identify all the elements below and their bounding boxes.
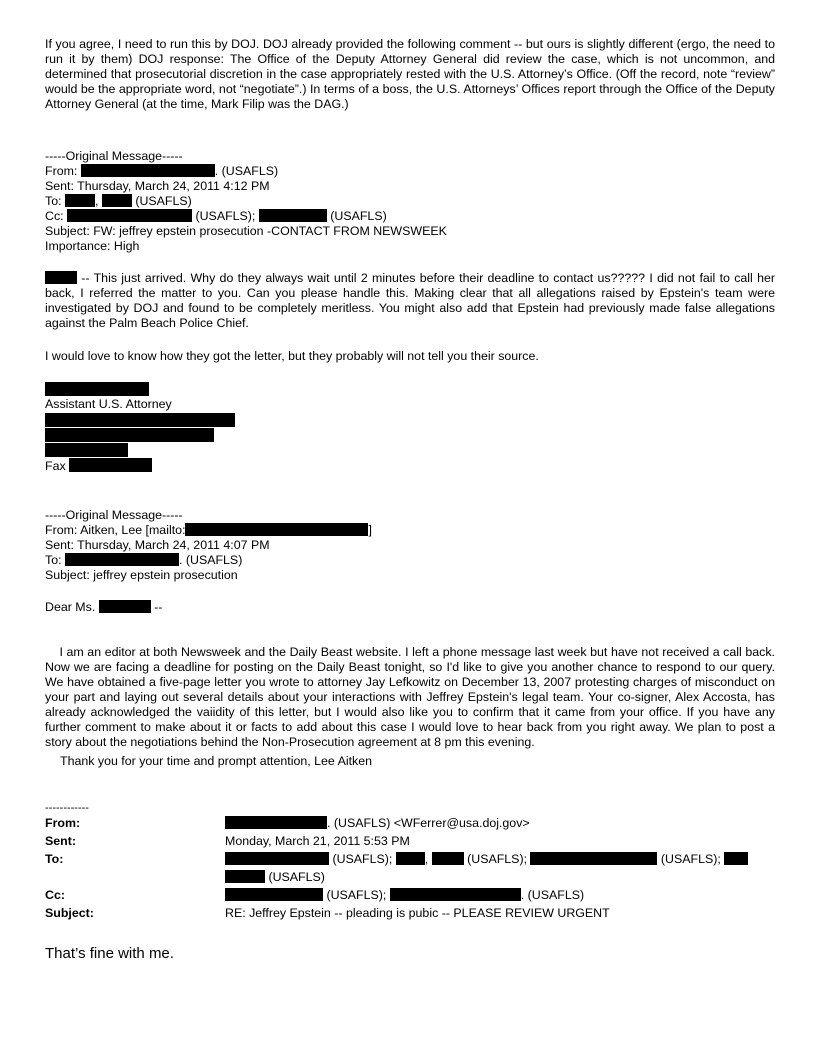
redaction — [225, 870, 265, 883]
sent-line: Sent: Thursday, March 24, 2011 4:07 PM — [45, 538, 270, 552]
redaction — [259, 209, 327, 222]
message-1-body-2: I would love to know how they got the letter, but they probably will not tell you their source. — [45, 349, 539, 363]
importance-line: Importance: High — [45, 239, 140, 253]
separator: -----Original Message----- — [45, 149, 183, 163]
sent-row: Sent: Monday, March 21, 2011 5:53 PM — [45, 834, 410, 848]
separator: ------------ — [45, 802, 89, 814]
redaction — [65, 553, 179, 566]
signature-fax: Fax — [45, 458, 775, 474]
to-line: To: , (USAFLS) — [45, 194, 192, 208]
from-line: From: Aitken, Lee [mailto: ] — [45, 523, 372, 537]
message-3-header — [45, 802, 785, 922]
cc-line: Cc: (USAFLS); (USAFLS) — [45, 209, 387, 223]
redaction — [530, 852, 657, 865]
from-row: From: . (USAFLS) <WFerrer@usa.doj.gov> — [45, 816, 530, 830]
redaction — [45, 271, 77, 284]
redaction — [724, 852, 748, 865]
redaction — [65, 194, 95, 207]
signature-title: Assistant U.S. Attorney — [45, 397, 172, 411]
redaction — [396, 852, 425, 865]
message-2-header — [45, 508, 775, 583]
message-2-body: I am an editor at both Newsweek and the Daily Beast website. I left a phone message last week but have not received a call back. Now we are facing a deadline for posting on the Daily Beast tonight, so I'd like to give you another chance to respond to our query. We have obtained a five-page letter you wrote to attorney Jay Lefkowitz on December 13, 2007 protesting charges of misconduct on your part and laying out several details about your interactions with Jeffrey Epstein's legal team. Your co-signer, Alex Accosta, has already acknowledged the vaiidity of this letter, but I would also like you to confirm that it came from your office. If you have any further comment to make about it or facts to add about this case I would love to hear back from you right away. We plan to post a story about the negotiations behind the Non-Prosecution agreement at 8 pm this evening. — [45, 645, 779, 749]
separator: -----Original Message----- — [45, 508, 183, 522]
redaction — [225, 816, 327, 829]
redaction — [67, 209, 192, 222]
redaction — [45, 428, 214, 442]
subject-line: Subject: jeffrey epstein prosecution — [45, 568, 238, 582]
redaction — [45, 443, 128, 457]
redaction — [225, 888, 323, 901]
redaction — [102, 194, 132, 207]
message-1-header — [45, 149, 775, 254]
redaction — [45, 382, 149, 396]
subject-line: Subject: FW: jeffrey epstein prosecution -CONTACT FROM NEWSWEEK — [45, 224, 447, 238]
cc-row: Cc: (USAFLS); . (USAFLS) — [45, 888, 585, 902]
to-row: To: (USAFLS); , (USAFLS); (USAFLS); (USAFLS) — [45, 850, 785, 886]
redaction — [69, 458, 152, 472]
redaction — [390, 888, 521, 901]
message-1-body: -- This just arrived. Why do they always wait until 2 minutes before their deadline to contact us????? I did not fail to call her back, I referred the matter to you. Can you please handle this. Making clear that all allegations raised by Epstein's team were investigated by DOJ and found to be completely meritless. You might also add that Epstein had previously made false allegations against the Palm Beach Police Chief. — [45, 271, 775, 330]
signature-block — [45, 381, 775, 474]
redaction — [432, 852, 464, 865]
intro-paragraph: If you agree, I need to run this by DOJ. DOJ already provided the following comment -- but ours is slightly different (ergo, the need to run it by them) DOJ response: The Office of the Deputy Attorney General did review the case, which is not uncommon, and determined that prosecutorial discretion in the case appropriately rested with the U.S. Attorney’s Office. (Off the record, note “review” would be the appropriate word, not “negotiate”.) In terms of a boss, the U.S. Attorneys’ Offices report through the Office of the Deputy Attorney General (at the time, Mark Filip was the DAG.) — [45, 37, 775, 111]
to-line: To: . (USAFLS) — [45, 553, 243, 567]
from-line: From: . (USAFLS) — [45, 164, 279, 178]
final-reply: That’s fine with me. — [45, 945, 174, 962]
message-2-closing: Thank you for your time and prompt attention, Lee Aitken — [60, 754, 373, 768]
message-2-greeting: Dear Ms. -- — [45, 600, 163, 614]
subject-row: Subject: RE: Jeffrey Epstein -- pleading is pubic -- PLEASE REVIEW URGENT — [45, 906, 610, 920]
redaction — [225, 852, 329, 865]
redaction — [99, 600, 151, 613]
redaction — [81, 164, 215, 177]
redaction — [185, 523, 368, 536]
redaction — [45, 413, 235, 427]
sent-line: Sent: Thursday, March 24, 2011 4:12 PM — [45, 179, 270, 193]
